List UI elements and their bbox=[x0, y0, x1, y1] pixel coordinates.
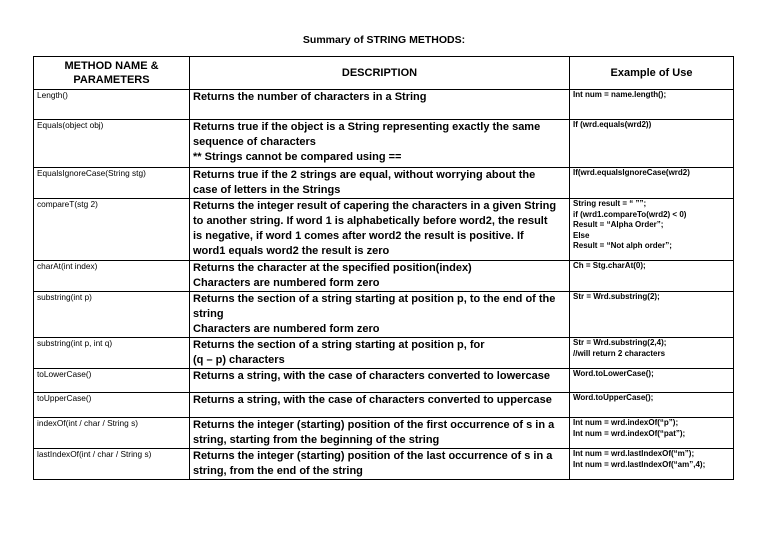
example-line: Word.toUpperCase(); bbox=[573, 393, 654, 402]
method-name-cell: EqualsIgnoreCase(String stg) bbox=[34, 168, 190, 199]
example-line: If(wrd.equalsIgnoreCase(wrd2) bbox=[573, 168, 690, 177]
header-description: DESCRIPTION bbox=[190, 57, 570, 90]
example-line: Ch = Stg.charAt(0); bbox=[573, 261, 646, 270]
description-line: Returns the character at the specified position(index) bbox=[193, 262, 472, 274]
method-name-cell: substring(int p, int q) bbox=[34, 338, 190, 369]
table-row bbox=[34, 449, 734, 480]
example-line: Int num = name.length(); bbox=[573, 90, 667, 99]
description-line: to another string. If word 1 is alphabetically before word2, the result bbox=[193, 215, 548, 227]
table-row bbox=[34, 90, 734, 120]
example-line: Result = “Not alph order”; bbox=[573, 241, 672, 250]
description-line: Returns the section of a string starting at position p, to the end of the bbox=[193, 293, 556, 305]
example-line: Else bbox=[573, 230, 590, 240]
description-line: ** Strings cannot be compared using == bbox=[193, 151, 402, 163]
example-line: Word.toLowerCase(); bbox=[573, 369, 654, 378]
table-row bbox=[34, 393, 734, 418]
description-line: Returns true if the object is a String representing exactly the same bbox=[193, 121, 541, 133]
description-line: Returns the integer (starting) position of the first occurrence of s in a bbox=[193, 419, 555, 431]
description-line: sequence of characters bbox=[193, 136, 316, 148]
table-row bbox=[34, 369, 734, 393]
method-name-cell: lastIndexOf(int / char / String s) bbox=[34, 449, 190, 480]
example-cell bbox=[570, 261, 734, 292]
description-line: case of letters in the Strings bbox=[193, 184, 341, 196]
table-row bbox=[34, 418, 734, 449]
description-line: Returns the integer result of capering the characters in a given String bbox=[193, 200, 557, 212]
method-name-cell: substring(int p) bbox=[34, 292, 190, 338]
description-cell bbox=[190, 338, 570, 369]
example-cell bbox=[570, 168, 734, 199]
table-row bbox=[34, 292, 734, 338]
description-cell bbox=[190, 449, 570, 480]
description-cell bbox=[190, 418, 570, 449]
description-cell bbox=[190, 292, 570, 338]
description-line: Returns true if the 2 strings are equal, without worrying about the bbox=[193, 169, 536, 181]
page-title: Summary of STRING METHODS: bbox=[302, 34, 466, 46]
example-line: Int num = wrd.indexOf(“pat”); bbox=[573, 428, 686, 438]
description-cell bbox=[190, 261, 570, 292]
method-name-cell: indexOf(int / char / String s) bbox=[34, 418, 190, 449]
description-line: (q – p) characters bbox=[193, 354, 285, 366]
description-cell bbox=[190, 393, 570, 418]
table-row bbox=[34, 338, 734, 369]
description-line: Returns a string, with the case of characters converted to lowercase bbox=[193, 370, 551, 382]
description-line: Returns the section of a string starting at position p, for bbox=[193, 339, 485, 351]
description-line: Returns the number of characters in a String bbox=[193, 91, 427, 103]
example-cell bbox=[570, 418, 734, 449]
example-line: Int num = wrd.lastIndexOf(“am”,4); bbox=[573, 459, 706, 469]
description-line: string, starting from the beginning of the string bbox=[193, 434, 440, 446]
description-cell bbox=[190, 369, 570, 393]
example-line: Int num = wrd.lastIndexOf(“m”); bbox=[573, 449, 695, 458]
string-methods-table bbox=[33, 56, 734, 480]
example-line: String result = “ ””; bbox=[573, 199, 647, 208]
description-cell bbox=[190, 199, 570, 261]
method-name-cell: compareT(stg 2) bbox=[34, 199, 190, 261]
method-name-cell: charAt(int index) bbox=[34, 261, 190, 292]
example-cell bbox=[570, 449, 734, 480]
table-row bbox=[34, 199, 734, 261]
description-cell bbox=[190, 168, 570, 199]
example-cell bbox=[570, 292, 734, 338]
description-cell bbox=[190, 90, 570, 120]
method-name-cell: toUpperCase() bbox=[34, 393, 190, 418]
table-row bbox=[34, 261, 734, 292]
example-cell bbox=[570, 338, 734, 369]
example-line: Int num = wrd.indexOf(“p”); bbox=[573, 418, 679, 427]
example-line: Result = “Alpha Order”; bbox=[573, 220, 664, 229]
description-line: string bbox=[193, 308, 224, 320]
table-row bbox=[34, 120, 734, 168]
header-method-name: METHOD NAME & PARAMETERS bbox=[34, 57, 190, 90]
method-name-cell: toLowerCase() bbox=[34, 369, 190, 393]
description-line: word1 equals word2 the result is zero bbox=[193, 245, 390, 257]
description-line: is negative, if word 1 comes after word2 the result is positive. If bbox=[193, 230, 524, 242]
example-cell bbox=[570, 369, 734, 393]
example-line: Str = Wrd.substring(2); bbox=[573, 292, 660, 301]
description-line: Characters are numbered form zero bbox=[193, 323, 380, 335]
example-cell bbox=[570, 120, 734, 168]
description-line: Returns a string, with the case of characters converted to uppercase bbox=[193, 394, 552, 406]
method-name-cell: Length() bbox=[34, 90, 190, 120]
table-row bbox=[34, 168, 734, 199]
method-name-cell: Equals(object obj) bbox=[34, 120, 190, 168]
example-cell bbox=[570, 90, 734, 120]
example-cell bbox=[570, 199, 734, 261]
example-line: if (wrd1.compareTo(wrd2) < 0) bbox=[573, 209, 687, 219]
description-line: Returns the integer (starting) position of the last occurrence of s in a bbox=[193, 450, 553, 462]
header-example: Example of Use bbox=[570, 57, 734, 90]
table-header-row bbox=[34, 57, 734, 90]
description-cell bbox=[190, 120, 570, 168]
example-line: Str = Wrd.substring(2,4); bbox=[573, 338, 667, 347]
description-line: string, from the end of the string bbox=[193, 465, 363, 477]
example-line: //will return 2 characters bbox=[573, 348, 666, 358]
table-body bbox=[34, 90, 734, 480]
example-line: If (wrd.equals(wrd2)) bbox=[573, 120, 652, 129]
example-cell bbox=[570, 393, 734, 418]
description-line: Characters are numbered form zero bbox=[193, 277, 380, 289]
